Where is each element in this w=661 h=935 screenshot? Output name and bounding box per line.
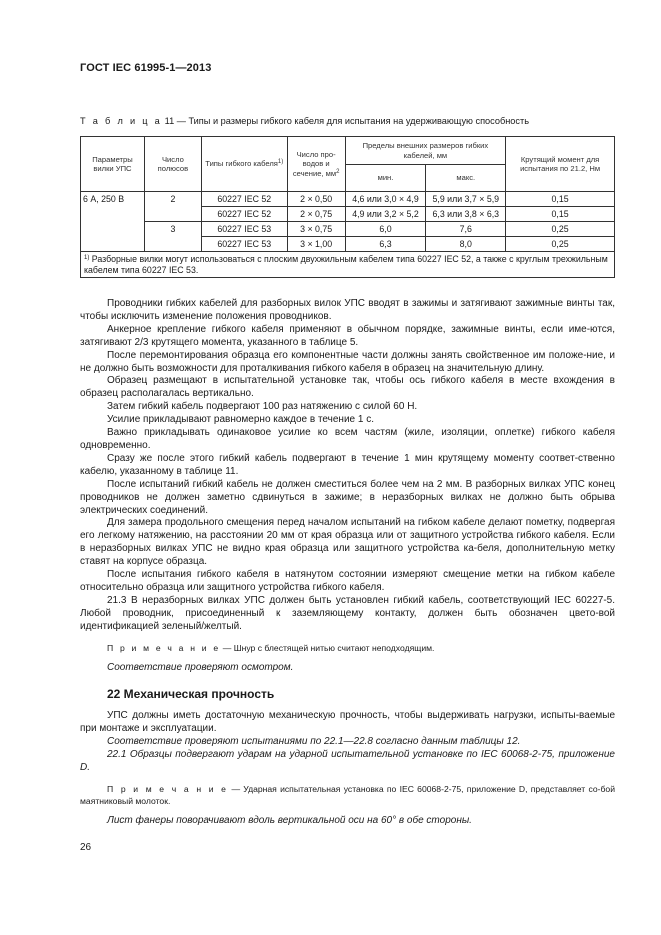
table-row xyxy=(81,237,615,252)
header-min: мин. xyxy=(345,165,426,192)
cell-torque: 0,15 xyxy=(506,207,615,222)
cell-params xyxy=(81,237,145,252)
table-caption xyxy=(80,116,529,126)
document-header: ГОСТ IEC 61995-1—2013 xyxy=(80,62,212,74)
cell-min: 6,3 xyxy=(345,237,426,252)
paragraph: 21.3 В неразборных вилках УПС должен быть установлен гибкий кабель, соответствующий IEC 60227-5. Любой проводник, присоединенный к заземляющему контакту, должен быть обозначен цвето-вой идентификацией зеленый/желтый. xyxy=(80,594,615,632)
table-caption-label: Т а б л и ц а xyxy=(80,116,163,126)
paragraph: Сразу же после этого гибкий кабель подвергают в течение 1 мин крутящему моменту соответ-ственно кабелю, указанному в таблице 11. xyxy=(80,452,615,477)
header-max: макс. xyxy=(426,165,506,192)
section-title: 22 Механическая прочность xyxy=(107,687,275,702)
cell-max: 8,0 xyxy=(426,237,506,252)
paragraph: Лист фанеры поворачивают вдоль вертикальной оси на 60° в обе стороны. xyxy=(107,814,472,826)
paragraph: Затем гибкий кабель подвергают 100 раз натяжению с силой 60 Н. xyxy=(107,401,418,413)
cell-min: 4,6 или 3,0 × 4,9 xyxy=(345,192,426,207)
cell-params: 6 А, 250 В xyxy=(81,192,145,207)
cell-poles xyxy=(144,207,201,222)
cell-torque: 0,25 xyxy=(506,222,615,237)
note-text: — Ударная испытательная установка по IEC 60068-2-75, приложение D, представляет со-бой маятниковый молоток. xyxy=(80,783,615,806)
cell-poles xyxy=(144,237,201,252)
header-limits: Пределы внешних размеров гибких кабелей, мм xyxy=(345,137,506,165)
page-number: 26 xyxy=(80,842,92,853)
paragraph: Важно прикладывать одинаковое усилие ко всем частям (жиле, изоляции, оплетке) гибкого кабеля одновременно. xyxy=(80,427,615,451)
cell-type: 60227 IEC 52 xyxy=(201,207,287,222)
header-cable-type-text: Типы гибкого кабеля xyxy=(205,159,278,169)
note xyxy=(80,642,615,654)
paragraph: Проводники гибких кабелей для разборных вилок УПС вводят в зажимы и затягивают зажимные винты так, чтобы исключить изменение положения проводников. xyxy=(80,298,615,322)
cell-poles: 2 xyxy=(144,192,201,207)
header-wires xyxy=(287,137,345,192)
cell-wires: 2 × 0,50 xyxy=(287,192,345,207)
cable-table xyxy=(80,136,615,278)
footnote-text: Разборные вилки могут использоваться с плоским двухжильным кабелем типа 60227 IEC 52, а также с круглым трехжильным кабелем типа 60227 IEC 53. xyxy=(84,254,608,276)
paragraph: Образец размещают в испытательной установке так, чтобы ось гибкого кабеля в месте вхождения в образец располагалась вертикально. xyxy=(80,375,615,400)
cell-torque: 0,15 xyxy=(506,192,615,207)
header-wires-sup: 2 xyxy=(336,168,340,175)
header-wires-text: Число про-водов и сечение, мм xyxy=(292,150,337,178)
note-label: П р и м е ч а н и е xyxy=(107,642,221,653)
table-caption-text: 11 — Типы и размеры гибкого кабеля для испытания на удерживающую способность xyxy=(164,116,529,126)
header-torque: Крутящий момент для испытания по 21.2, Нм xyxy=(506,137,615,192)
cell-wires: 3 × 1,00 xyxy=(287,237,345,252)
cell-poles: 3 xyxy=(144,222,201,237)
cell-min: 4,9 или 3,2 × 5,2 xyxy=(345,207,426,222)
cell-min: 6,0 xyxy=(345,222,426,237)
paragraph: После перемонтирования образца его компонентные части должны занять свойственное им положе-ние, и не должно быть возможности для проталкивания гибкого кабеля в образец на значительную длину. xyxy=(80,349,615,374)
cell-type: 60227 IEC 53 xyxy=(201,237,287,252)
paragraph: Усилие прикладывают равномерно каждое в течение 1 с. xyxy=(107,414,374,426)
table-row xyxy=(81,222,615,237)
cell-wires: 2 × 0,75 xyxy=(287,207,345,222)
header-poles: Число полюсов xyxy=(144,137,201,192)
cell-max: 6,3 или 3,8 × 6,3 xyxy=(426,207,506,222)
table-row xyxy=(81,192,615,207)
paragraph: Для замера продольного смещения перед началом испытаний на гибком кабеле делают пометку, подвергая его легкому натяжению, на расстоянии 20 мм от края образца или от защитного устройства гибкого кабеля. Если в неразборных вилках УПС не видно края образца или защитного устройства ка-беля, дополнительную метку ставят на корпусе образца. xyxy=(80,517,615,568)
table-row xyxy=(81,207,615,222)
cell-max: 7,6 xyxy=(426,222,506,237)
cell-max: 5,9 или 3,7 × 5,9 xyxy=(426,192,506,207)
header-cable-type-sup: 1) xyxy=(277,159,284,166)
compliance-text: Соответствие проверяют испытаниями по 22.1—22.8 согласно данным таблицы 12. xyxy=(107,736,521,748)
cell-type: 60227 IEC 52 xyxy=(201,192,287,207)
compliance-text: Соответствие проверяют осмотром. xyxy=(107,661,294,673)
cell-params xyxy=(81,222,145,237)
paragraph: После испытания гибкого кабеля в натянутом состоянии измеряют смещение метки на гибком кабеле относительно образца или защитного устройства гибкого кабеля. xyxy=(80,569,615,593)
cell-params xyxy=(81,207,145,222)
cell-wires: 3 × 0,75 xyxy=(287,222,345,237)
paragraph: После испытаний гибкий кабель не должен сместиться более чем на 2 мм. В разборных вилках УПС конец проводников не должен заметно сдвинуться в зажиме; в неразборных вилках не должно быть обрыва электрических соединений. xyxy=(80,478,615,516)
paragraph: 22.1 Образцы подвергают ударам на ударной испытательной установке по IEC 60068-2-75, приложение D. xyxy=(80,749,615,773)
header-cable-type xyxy=(201,137,287,192)
header-params: Параметры вилки УПС xyxy=(81,137,145,192)
note xyxy=(80,783,615,807)
note-label: П р и м е ч а н и е xyxy=(107,783,229,794)
body-text xyxy=(80,298,615,828)
note-text: — Шнур с блестящей нитью считают неподходящим. xyxy=(222,642,435,653)
footnote-mark: 1) xyxy=(84,255,90,261)
cell-torque: 0,25 xyxy=(506,237,615,252)
paragraph: УПС должны иметь достаточную механическую прочность, чтобы выдерживать нагрузки, испыты-ваемые при монтаже и эксплуатации. xyxy=(80,710,615,735)
cell-type: 60227 IEC 53 xyxy=(201,222,287,237)
table-footnote xyxy=(81,252,615,278)
paragraph: Анкерное крепление гибкого кабеля применяют в обычном порядке, зажимные винты, если име-ются, затягивают 2/3 крутящего момента, указанного в таблице 5. xyxy=(80,323,615,348)
